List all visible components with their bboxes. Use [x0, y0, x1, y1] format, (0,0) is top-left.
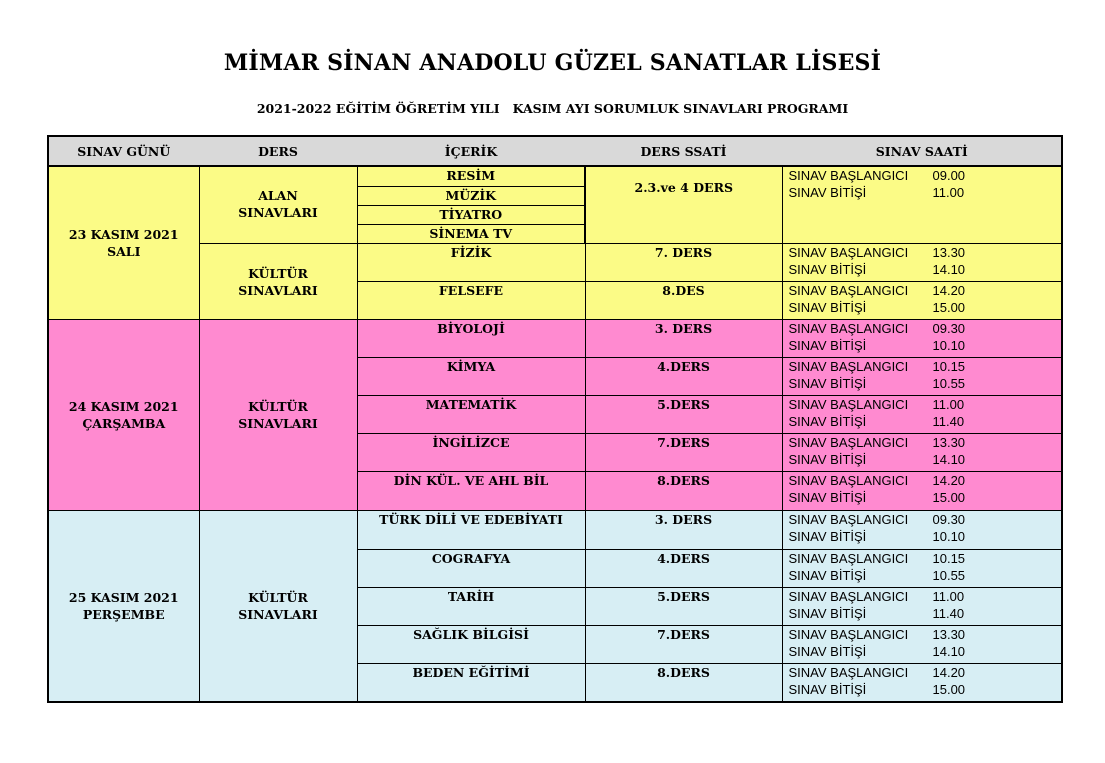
- subject-cell: BİYOLOJİ: [357, 320, 585, 358]
- page-subtitle: 2021-2022 EĞİTİM ÖĞRETİM YILI KASIM AYI SORUMLUK SINAVLARI PROGRAMI: [256, 101, 849, 116]
- period-cell: 5.DERS: [585, 396, 782, 434]
- day2-kultur-group: KÜLTÜR SINAVLARI: [199, 320, 357, 511]
- period-cell: 8.DERS: [585, 664, 782, 702]
- day1-date: 23 KASIM 2021: [68, 227, 179, 242]
- header-content: İÇERİK: [357, 136, 585, 166]
- subject-cell: BEDEN EĞİTİMİ: [357, 664, 585, 702]
- period-cell: 3. DERS: [585, 320, 782, 358]
- period-cell: 8.DERS: [585, 472, 782, 511]
- time-cell: SINAV BAŞLANGICI 14.20 SINAV BİTİŞİ 15.00: [782, 664, 1062, 702]
- time-cell: SINAV BAŞLANGICI 14.20 SINAV BİTİŞİ 15.00: [782, 282, 1062, 320]
- period-cell: 4.DERS: [585, 358, 782, 396]
- header-course: DERS: [199, 136, 357, 166]
- table-row: [48, 320, 1062, 358]
- time-cell: SINAV BAŞLANGICI 14.20 SINAV BİTİŞİ 15.00: [782, 472, 1062, 511]
- subject-cell: FELSEFE: [357, 282, 585, 320]
- day3-weekday: PERŞEMBE: [82, 606, 165, 622]
- subject-cell: TARİH: [357, 588, 585, 626]
- day3-date-cell: [48, 511, 199, 702]
- day1-kultur-group: KÜLTÜR SINAVLARI: [199, 244, 357, 320]
- alan-item: SİNEMA TV: [357, 225, 585, 244]
- header-exam-day: SINAV GÜNÜ: [48, 136, 199, 166]
- day3-kultur-group: KÜLTÜR SINAVLARI: [199, 511, 357, 702]
- header-exam-time: SINAV SAATİ: [782, 136, 1062, 166]
- time-cell: SINAV BAŞLANGICI 11.00 SINAV BİTİŞİ 11.40: [782, 396, 1062, 434]
- period-cell: 7. DERS: [585, 244, 782, 282]
- day1-weekday: SALI: [107, 244, 141, 259]
- period-cell: 5.DERS: [585, 588, 782, 626]
- time-cell: SINAV BAŞLANGICI 10.15 SINAV BİTİŞİ 10.55: [782, 358, 1062, 396]
- table-row: [48, 166, 1062, 187]
- day1-alan-period: 2.3.ve 4 DERS: [585, 166, 782, 244]
- day2-weekday: ÇARŞAMBA: [82, 416, 166, 431]
- day2-date-cell: [48, 320, 199, 511]
- alan-item: MÜZİK: [357, 187, 585, 206]
- day1-alan-group: ALAN SINAVLARI: [199, 166, 357, 244]
- table-row: [48, 511, 1062, 550]
- subject-cell: İNGİLİZCE: [357, 434, 585, 472]
- page-title: MİMAR SİNAN ANADOLU GÜZEL SANATLAR LİSESİ: [223, 50, 882, 76]
- header-period: DERS SSATİ: [585, 136, 782, 166]
- day1-alan-time: SINAV BAŞLANGICI 09.00 SINAV BİTİŞİ 11.00: [782, 166, 1062, 244]
- time-cell: SINAV BAŞLANGICI 10.15 SINAV BİTİŞİ 10.55: [782, 550, 1062, 588]
- alan-item: TİYATRO: [357, 206, 585, 225]
- time-cell: SINAV BAŞLANGICI 09.30 SINAV BİTİŞİ 10.10: [782, 320, 1062, 358]
- period-cell: 8.DES: [585, 282, 782, 320]
- day2-date: 24 KASIM 2021: [68, 399, 179, 414]
- period-cell: 7.DERS: [585, 626, 782, 664]
- table-row: [48, 244, 1062, 282]
- period-cell: 7.DERS: [585, 434, 782, 472]
- alan-item: RESİM: [357, 166, 585, 187]
- day3-date: 25 KASIM 2021: [68, 589, 179, 605]
- time-cell: SINAV BAŞLANGICI 13.30 SINAV BİTİŞİ 14.10: [782, 626, 1062, 664]
- subject-cell: KİMYA: [357, 358, 585, 396]
- subject-cell: COGRAFYA: [357, 550, 585, 588]
- subject-cell: FİZİK: [357, 244, 585, 282]
- subject-cell: TÜRK DİLİ VE EDEBİYATI: [357, 511, 585, 550]
- table-header-row: [48, 136, 1062, 166]
- period-cell: 4.DERS: [585, 550, 782, 588]
- time-cell: SINAV BAŞLANGICI 11.00 SINAV BİTİŞİ 11.40: [782, 588, 1062, 626]
- time-cell: SINAV BAŞLANGICI 09.30 SINAV BİTİŞİ 10.10: [782, 511, 1062, 550]
- time-cell: SINAV BAŞLANGICI 13.30 SINAV BİTİŞİ 14.10: [782, 434, 1062, 472]
- exam-schedule-table: [47, 135, 1063, 703]
- subject-cell: DİN KÜL. VE AHL BİL: [357, 472, 585, 511]
- period-cell: 3. DERS: [585, 511, 782, 550]
- time-cell: SINAV BAŞLANGICI 13.30 SINAV BİTİŞİ 14.10: [782, 244, 1062, 282]
- subject-cell: MATEMATİK: [357, 396, 585, 434]
- subject-cell: SAĞLIK BİLGİSİ: [357, 626, 585, 664]
- day1-date-cell: [48, 166, 199, 320]
